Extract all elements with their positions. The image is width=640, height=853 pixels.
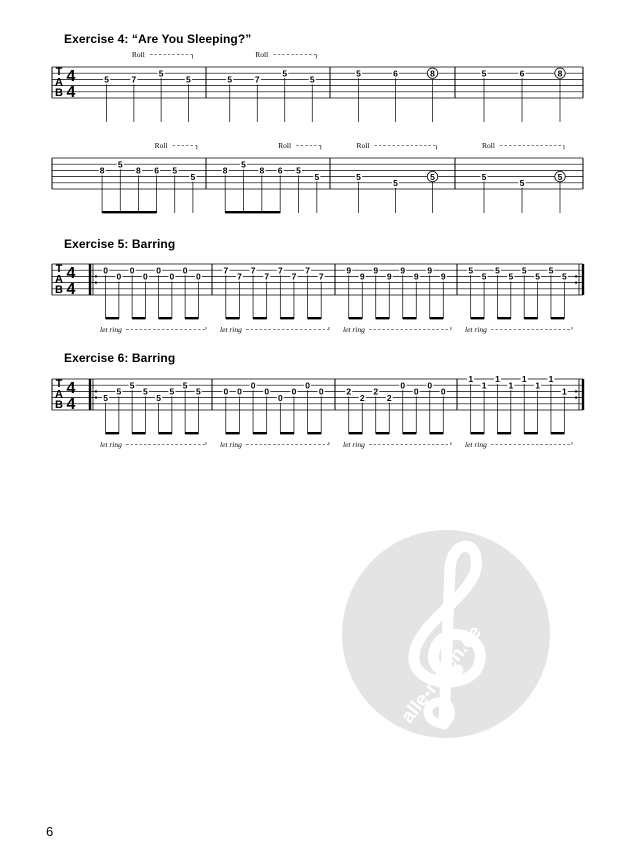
fret-number: 0 [196, 271, 201, 282]
fret-number: 2 [359, 392, 365, 403]
time-signature-top: 4 [66, 265, 76, 282]
fret-number: 5 [430, 171, 435, 182]
fret-number: 9 [386, 271, 392, 282]
fret-number: 1 [561, 386, 567, 397]
fret-number: 5 [190, 171, 196, 182]
fret-number: 1 [521, 374, 527, 385]
fret-number: 5 [296, 165, 301, 176]
roll-label: Roll [356, 141, 370, 150]
exercise-5-title: Exercise 5: Barring [64, 237, 176, 251]
tab-clef-letter: B [55, 87, 63, 99]
exercise-4-title: Exercise 4: “Are You Sleeping?” [64, 32, 252, 46]
watermark-logo [340, 528, 552, 740]
fret-number: 5 [182, 380, 188, 391]
fret-number: 6 [393, 68, 398, 79]
let-ring-label: let ring [465, 440, 487, 449]
beam [497, 317, 510, 319]
fret-number: 5 [186, 74, 191, 85]
beam [226, 432, 240, 434]
beam [226, 317, 240, 319]
fret-number: 0 [264, 386, 270, 397]
fret-number: 5 [314, 171, 320, 182]
beam [159, 432, 172, 434]
beam [403, 317, 417, 319]
beam [225, 211, 280, 213]
beam [376, 317, 390, 319]
fret-number: 8 [99, 165, 105, 176]
let-ring-label: let ring [220, 440, 242, 449]
fret-number: 8 [222, 165, 228, 176]
tab-clef-letter: A [55, 388, 63, 401]
time-signature-top: 4 [66, 380, 76, 397]
let-ring-label: let ring [465, 325, 487, 334]
tab-clef-letter: T [55, 378, 63, 390]
beam [524, 432, 537, 434]
fret-number: 9 [346, 265, 352, 276]
fret-number: 0 [305, 380, 310, 391]
fret-number: 0 [277, 392, 283, 403]
beam [430, 432, 444, 434]
beam [106, 432, 119, 434]
fret-number: 5 [156, 392, 161, 403]
fret-number: 7 [223, 265, 229, 276]
fret-number: 7 [318, 271, 324, 282]
page-number: 6 [46, 824, 54, 839]
tab-clef-letter: A [55, 76, 63, 89]
beam [253, 317, 267, 319]
watermark-text: alle-noten.de [397, 621, 487, 728]
fret-number: 5 [519, 178, 525, 188]
beam [403, 432, 417, 434]
time-signature-bottom: 4 [66, 281, 76, 298]
beam [349, 432, 363, 434]
fret-number: 2 [346, 386, 352, 397]
fret-number: 8 [136, 165, 141, 176]
fret-number: 7 [264, 271, 270, 282]
fret-number: 0 [129, 265, 135, 276]
fret-number: 5 [282, 68, 288, 79]
fret-number: 2 [386, 392, 392, 403]
let-ring-label: let ring [100, 440, 122, 449]
fret-number: 9 [359, 271, 365, 282]
roll-label: Roll [482, 141, 495, 150]
beam [132, 317, 145, 319]
beam [185, 432, 198, 434]
let-ring-label: let ring [343, 325, 365, 334]
fret-number: 0 [182, 265, 188, 276]
fret-number: 6 [519, 68, 525, 79]
time-signature-bottom: 4 [66, 84, 76, 101]
fret-number: 0 [237, 386, 242, 397]
exercise-6-title: Exercise 6: Barring [64, 351, 176, 365]
fret-number: 5 [103, 392, 108, 403]
fret-number: 5 [557, 171, 563, 182]
fret-number: 1 [548, 374, 554, 385]
fret-number: 9 [373, 265, 379, 276]
fret-number: 6 [277, 165, 283, 176]
fret-number: 7 [305, 265, 310, 276]
beam [471, 432, 484, 434]
fret-number: 5 [117, 159, 123, 170]
fret-number: 5 [468, 265, 474, 276]
fret-number: 0 [291, 386, 297, 397]
tab-clef-letter: T [55, 66, 63, 78]
beam [159, 317, 172, 319]
fret-number: 0 [318, 386, 324, 397]
fret-number: 5 [481, 171, 487, 182]
fret-number: 0 [440, 386, 446, 397]
fret-number: 5 [521, 265, 527, 276]
beam [102, 211, 157, 213]
fret-number: 7 [277, 265, 283, 276]
fret-number: 1 [495, 374, 500, 385]
roll-label: Roll [255, 50, 269, 59]
repeat-dot [575, 281, 577, 283]
fret-number: 0 [103, 265, 108, 276]
fret-number: 5 [548, 265, 554, 276]
beam [280, 432, 294, 434]
fret-number: 5 [309, 74, 315, 85]
let-ring-label: let ring [100, 325, 122, 334]
fret-number: 0 [223, 386, 229, 397]
fret-number: 9 [440, 271, 446, 282]
beam [253, 432, 267, 434]
beam [185, 317, 198, 319]
beam [280, 317, 294, 319]
beam [471, 317, 484, 319]
fret-number: 7 [237, 271, 242, 282]
tab-clef-letter: A [55, 273, 63, 286]
beam [349, 317, 363, 319]
fret-number: 5 [481, 271, 487, 282]
fret-number: 1 [481, 380, 487, 391]
fret-number: 2 [373, 386, 379, 397]
fret-number: 5 [393, 178, 398, 188]
fret-number: 0 [400, 380, 406, 391]
beam [132, 432, 145, 434]
beam [106, 317, 119, 319]
fret-number: 0 [427, 380, 433, 391]
fret-number: 7 [254, 74, 260, 85]
fret-number: 0 [156, 265, 161, 276]
fret-number: 0 [413, 386, 419, 397]
beam [551, 317, 564, 319]
fret-number: 0 [143, 271, 148, 282]
tab-clef-letter: B [55, 399, 63, 411]
fret-number: 9 [400, 265, 406, 276]
fret-number: 5 [143, 386, 148, 397]
fret-number: 5 [241, 159, 246, 170]
fret-number: 6 [154, 165, 159, 176]
fret-number: 9 [427, 265, 433, 276]
fret-number: 5 [196, 386, 201, 397]
fret-number: 5 [356, 171, 361, 182]
beam [308, 432, 322, 434]
fret-number: 7 [291, 271, 297, 282]
tab-clef-letter: T [55, 263, 63, 275]
fret-number: 5 [158, 68, 164, 79]
fret-number: 9 [413, 271, 419, 282]
beam [551, 432, 564, 434]
repeat-dot [95, 275, 97, 277]
repeat-dot [575, 390, 577, 392]
fret-number: 1 [468, 374, 474, 385]
fret-number: 7 [131, 74, 137, 85]
beam [524, 317, 537, 319]
roll-label: Roll [154, 141, 168, 150]
fret-number: 5 [561, 271, 567, 282]
time-signature-top: 4 [66, 68, 76, 85]
repeat-dot [95, 390, 97, 392]
fret-number: 5 [104, 74, 109, 85]
beam [497, 432, 510, 434]
time-signature-bottom: 4 [66, 396, 76, 413]
roll-label: Roll [278, 141, 292, 150]
fret-number: 0 [250, 380, 256, 391]
fret-number: 1 [508, 380, 514, 391]
fret-number: 5 [227, 74, 233, 85]
repeat-dot [575, 396, 577, 398]
tab-clef-letter: B [55, 284, 63, 296]
fret-number: 5 [169, 386, 175, 397]
fret-number: 5 [116, 386, 122, 397]
fret-number: 5 [535, 271, 540, 282]
fret-number: 5 [356, 68, 361, 79]
fret-number: 5 [481, 68, 487, 79]
fret-number: 7 [250, 265, 256, 276]
repeat-dot [575, 275, 577, 277]
fret-number: 0 [116, 271, 122, 282]
fret-number: 8 [259, 165, 265, 176]
beam [308, 317, 322, 319]
fret-number: 5 [172, 165, 178, 176]
repeat-dot [95, 396, 97, 398]
repeat-dot [95, 281, 97, 283]
fret-number: 5 [495, 265, 500, 276]
fret-number: 8 [557, 68, 563, 79]
fret-number: 5 [508, 271, 514, 282]
let-ring-label: let ring [343, 440, 365, 449]
beam [376, 432, 390, 434]
fret-number: 1 [535, 380, 540, 391]
fret-number: 5 [129, 380, 135, 391]
fret-number: 8 [430, 68, 435, 79]
let-ring-label: let ring [220, 325, 242, 334]
fret-number: 0 [169, 271, 175, 282]
roll-label: Roll [131, 50, 145, 59]
beam [430, 317, 444, 319]
